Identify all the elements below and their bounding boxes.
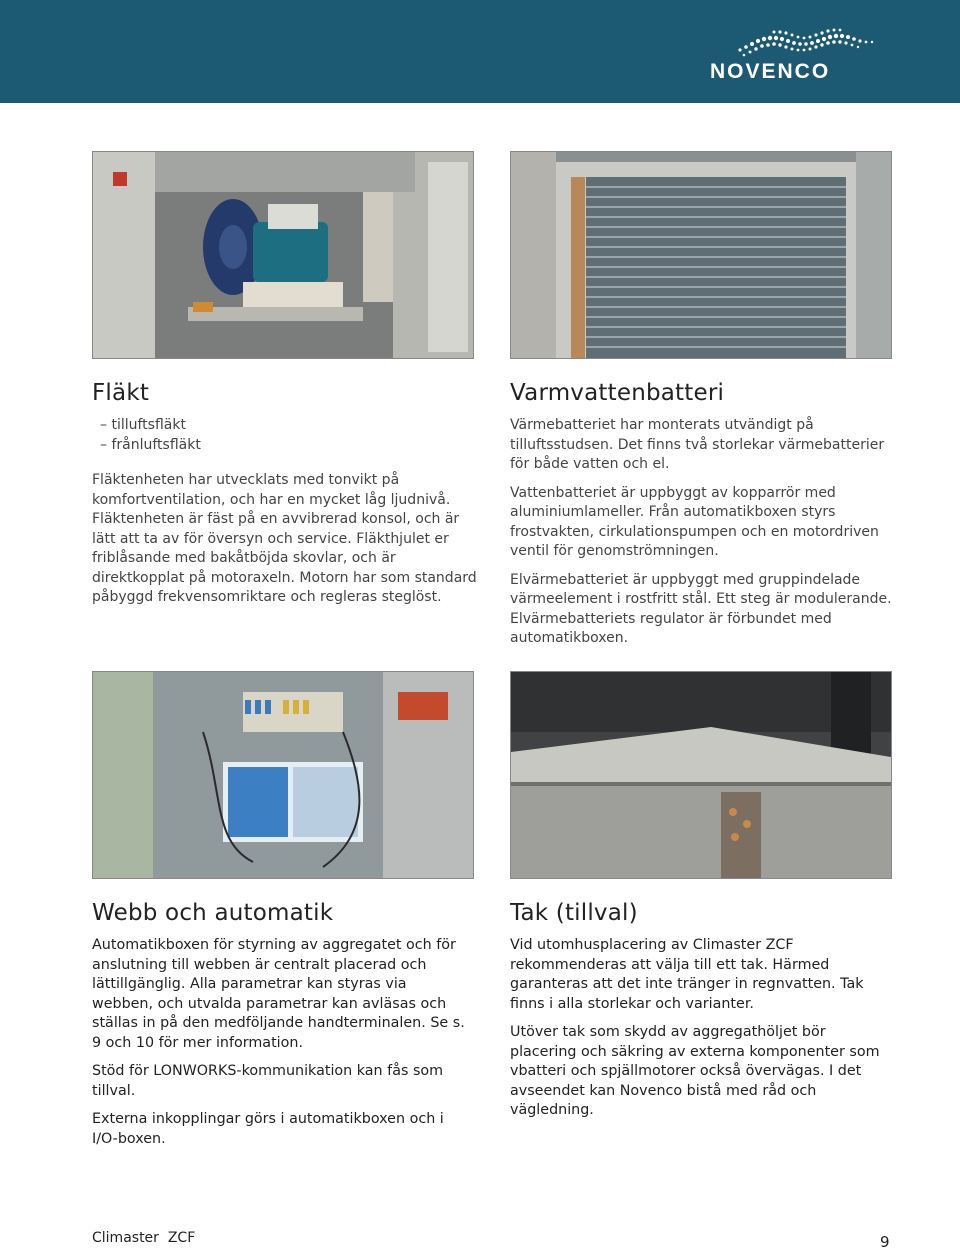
page-number: 9	[880, 1233, 890, 1251]
section-title: Varmvattenbatteri	[510, 380, 725, 406]
fan-unit-photo	[92, 151, 474, 359]
water-heater-coil-photo	[510, 151, 892, 359]
body-paragraph: Automatikboxen för styrning av aggregatet och för anslutning till webben är centralt placerad och lättillgänglig. Alla parametrar kan styras via webben, och utvalda parametrar kan avläsas och ställas in på den medföljande handterminalen. Se s. 9 och 10 för mer information.	[92, 937, 465, 1051]
header-band	[0, 0, 960, 103]
footer-product-name: Climaster ZCF	[92, 1230, 196, 1246]
body-paragraph: Externa inkopplingar görs i automatikboxen och i I/O-boxen.	[92, 1111, 444, 1147]
body-paragraph: Vid utomhusplacering av Climaster ZCF rekommenderas att välja till ett tak. Härmed garanteras att det inte tränger in regnvatten. Tak finns i alla storlekar och varianter.	[510, 937, 864, 1012]
section-flakt	[92, 380, 477, 617]
logo-wave-icon	[734, 28, 894, 58]
body-paragraph: Vattenbatteriet är uppbyggt av kopparrör med aluminiumlameller. Från automatikboxen styrs frostvakten, cirkulationspumpen och en motordriven ventil för genomströmningen.	[510, 484, 879, 559]
section-webb-och-automatik	[92, 900, 472, 1158]
section-varmvattenbatteri	[510, 380, 895, 658]
body-paragraph: Fläktenheten har utvecklats med tonvikt på komfortventilation, och har en mycket låg ljudnivå. Fläktenheten är fäst på en avvibrerad konsol, och är lätt att ta av för översyn och service. Fläkthjulet er friblåsande med bakåtböjda skovlar, och är direktkopplat på motoraxeln. Motorn har som standard påbyggd frekvensomriktare och regleras steglöst.	[92, 472, 477, 605]
novenco-logo[interactable]	[706, 28, 896, 84]
fan-type-list	[92, 416, 477, 455]
list-item: – frånluftsfläkt	[100, 436, 201, 453]
body-paragraph: Elvärmebatteriet är uppbyggt med gruppindelade värmeelement i rostfritt stål. Ett steg är modulerande. Elvärmebatteriets regulator är förbundet med automatikboxen.	[510, 571, 892, 646]
section-title: Tak (tillval)	[510, 900, 638, 926]
body-paragraph: Stöd för LONWORKS-kommunikation kan fås som tillval.	[92, 1063, 444, 1099]
section-tak-tillval	[510, 900, 895, 1130]
body-paragraph: Värmebatteriet har monterats utvändigt på tilluftsstudsen. Det finns två storlekar värmebatterier för både vatten och el.	[510, 417, 885, 472]
automation-box-photo	[92, 671, 474, 879]
section-title: Webb och automatik	[92, 900, 334, 926]
list-item: – tilluftsfläkt	[100, 417, 186, 433]
logo-text: NOVENCO	[710, 60, 831, 83]
section-title: Fläkt	[92, 380, 150, 406]
body-paragraph: Utöver tak som skydd av aggregathöljet bör placering och säkring av externa komponenter som vbatteri och spjällmotorer också övervägas. I det avseendet kan Novenco bistå med råd och vägledning.	[510, 1024, 880, 1118]
roof-photo	[510, 671, 892, 879]
